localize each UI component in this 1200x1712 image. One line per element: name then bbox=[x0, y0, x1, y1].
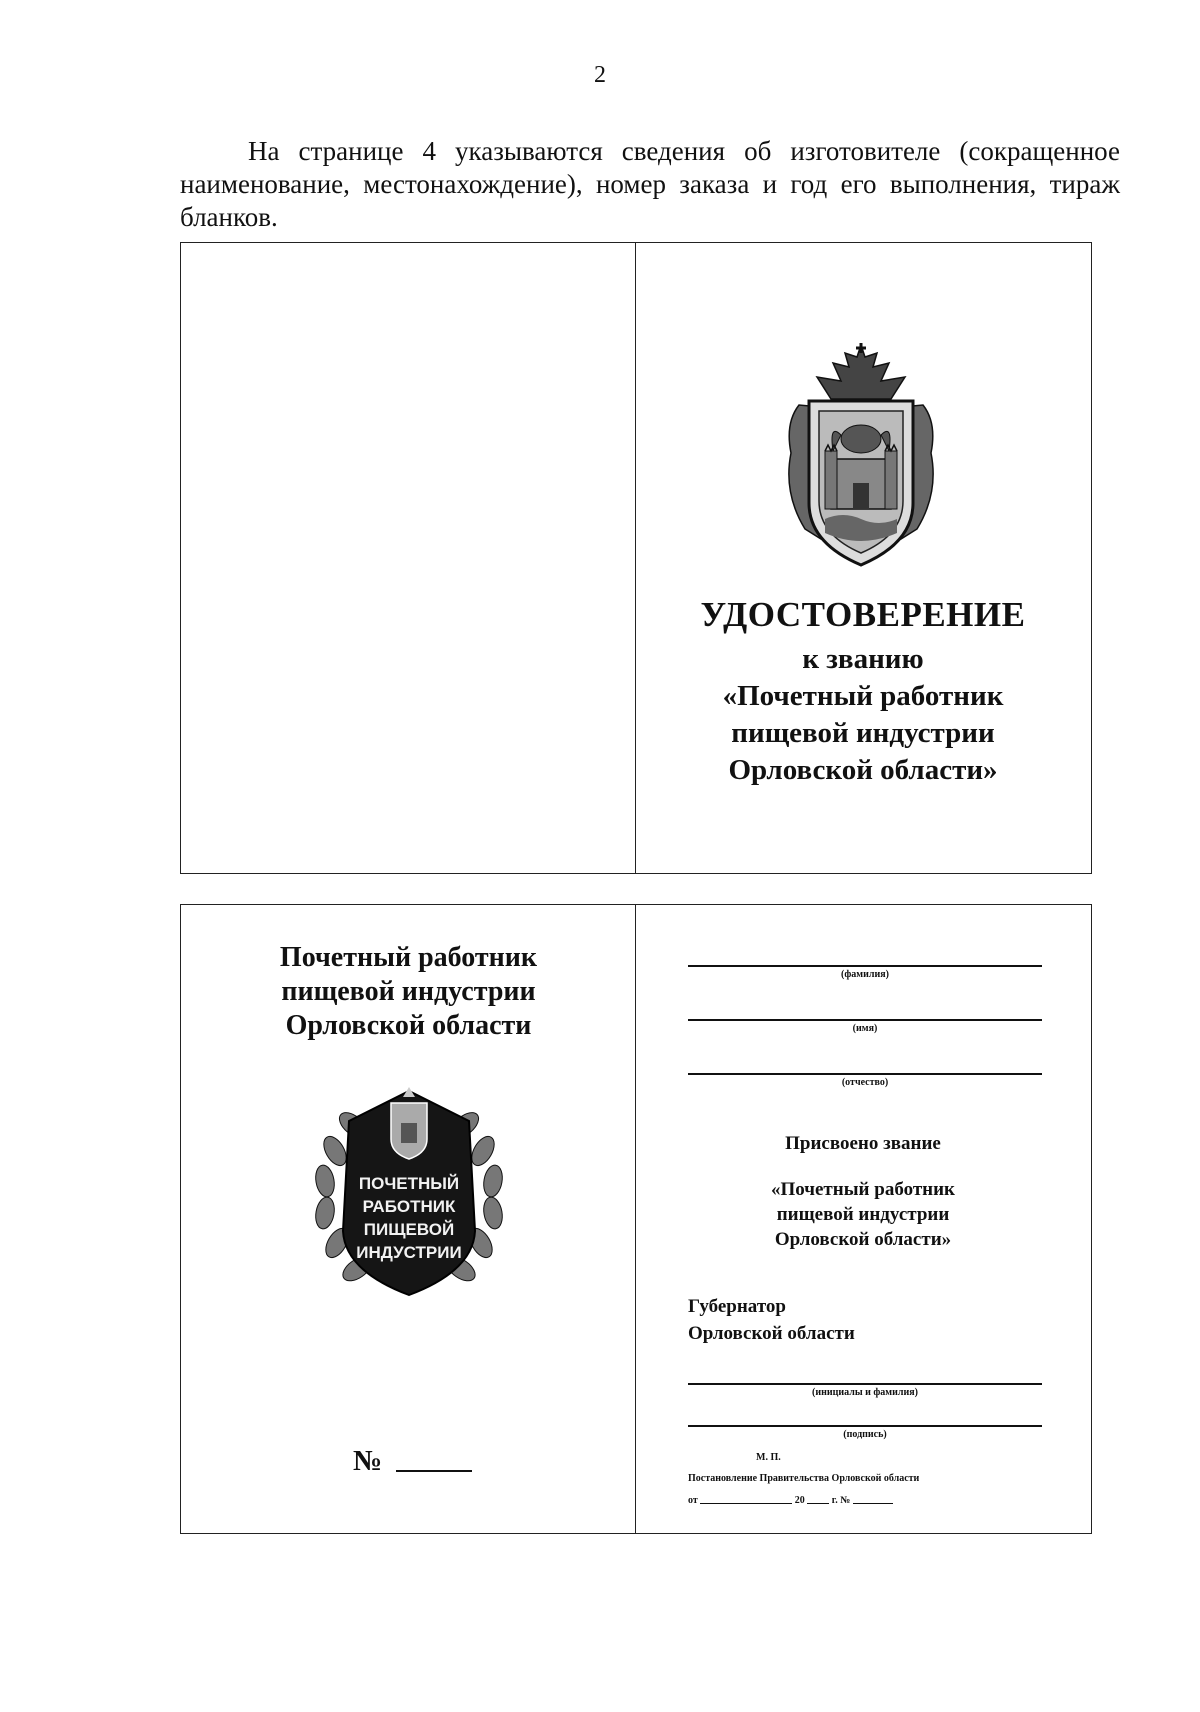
back-cover-panel bbox=[181, 243, 636, 873]
initials-field: (инициалы и фамилия) bbox=[688, 1383, 1042, 1398]
booklet-inner-spread bbox=[180, 904, 1092, 1534]
awarded-label: Присвоено звание bbox=[785, 1133, 941, 1154]
signature-field: (подпись) bbox=[688, 1425, 1042, 1440]
intro-paragraph: На странице 4 указываются сведения об изготовителе (сокращенное наименование, местонахождение), номер заказа и год его выполнения, тираж бланков. bbox=[180, 136, 1120, 232]
inner-left-panel bbox=[181, 905, 636, 1533]
decree-date-line: от 20 г. № bbox=[688, 1495, 893, 1506]
surname-field: (фамилия) bbox=[688, 965, 1042, 980]
badge-text-line-1: ПОЧЕТНЫЙ bbox=[358, 1174, 460, 1193]
certificate-number: № bbox=[353, 1445, 472, 1478]
awarded-title: «Почетный работник пищевой индустрии Орловской области» bbox=[771, 1179, 955, 1250]
booklet-outer-spread bbox=[180, 242, 1092, 874]
badge-text-line-2: РАБОТНИК bbox=[362, 1197, 456, 1216]
decree-reference: Постановление Правительства Орловской области bbox=[688, 1473, 920, 1484]
inner-right-panel bbox=[636, 905, 1090, 1533]
number-blank-line bbox=[396, 1470, 472, 1472]
badge-text-line-4: ИНДУСТРИИ bbox=[356, 1243, 462, 1262]
inner-title: Почетный работник пищевой индустрии Орловской области bbox=[279, 942, 538, 1041]
page-number: 2 bbox=[594, 62, 606, 88]
patronymic-field: (отчество) bbox=[688, 1073, 1042, 1088]
front-cover-panel bbox=[636, 243, 1090, 873]
honorary-badge-icon bbox=[313, 1081, 505, 1303]
cover-heading: УДОСТОВЕРЕНИЕ bbox=[700, 595, 1026, 634]
stamp-place: М. П. bbox=[756, 1452, 781, 1463]
governor-label: Губернатор Орловской области bbox=[688, 1296, 855, 1344]
name-field: (имя) bbox=[688, 1019, 1042, 1034]
cover-subtitle: к званию «Почетный работник пищевой индустрии Орловской области» bbox=[722, 643, 1004, 786]
badge-text-line-3: ПИЩЕВОЙ bbox=[363, 1220, 455, 1239]
regional-coat-of-arms-icon bbox=[781, 343, 941, 569]
